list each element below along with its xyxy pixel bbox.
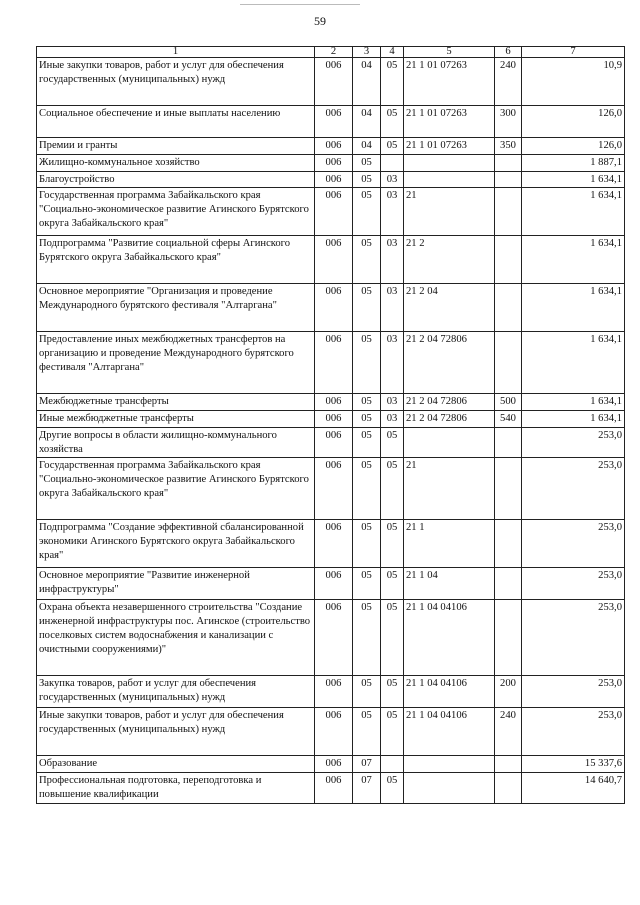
row-target-article: 21 1 04 04106 [404,600,495,676]
row-subsection-code: 03 [381,188,404,236]
row-name: Иные закупки товаров, работ и услуг для обеспечения государственных (муниципальных) нужд [37,708,315,756]
row-name: Государственная программа Забайкальского края "Социально-экономическое развитие Агинского Бурятского округа Забайкальского края" [37,188,315,236]
row-name: Государственная программа Забайкальского края "Социально-экономическое развитие Агинского Бурятского округа Забайкальского края" [37,458,315,520]
table-row [37,756,625,773]
budget-table [36,46,625,804]
row-name: Предоставление иных межбюджетных трансфертов на организацию и проведение Международного бурятского фестиваля "Алтаргана" [37,332,315,394]
row-amount: 1 634,1 [522,188,625,236]
column-header: 7 [522,47,625,58]
row-expense-type [495,236,522,284]
row-target-article: 21 1 04 [404,568,495,600]
row-name: Образование [37,756,315,773]
row-name: Подпрограмма "Развитие социальной сферы Агинского Бурятского округа Забайкальского края" [37,236,315,284]
table-row [37,171,625,188]
page-number: 59 [314,14,326,28]
row-amount: 10,9 [522,58,625,106]
row-subsection-code: 05 [381,520,404,568]
row-name: Другие вопросы в области жилищно-коммунального хозяйства [37,427,315,458]
row-subsection-code [381,154,404,171]
row-expense-type [495,188,522,236]
row-expense-type [495,600,522,676]
table-row [37,58,625,106]
row-ministry-code: 006 [315,332,353,394]
row-amount: 253,0 [522,427,625,458]
row-expense-type: 240 [495,708,522,756]
row-expense-type: 200 [495,676,522,708]
row-section-code: 05 [353,188,381,236]
row-amount: 14 640,7 [522,773,625,804]
row-expense-type [495,756,522,773]
table-header-row [37,47,625,58]
row-section-code: 04 [353,106,381,138]
row-expense-type: 500 [495,394,522,411]
row-subsection-code: 05 [381,427,404,458]
row-section-code: 05 [353,600,381,676]
row-target-article [404,756,495,773]
row-ministry-code: 006 [315,411,353,428]
table-row [37,394,625,411]
table-row [37,332,625,394]
row-section-code: 04 [353,138,381,155]
row-section-code: 04 [353,58,381,106]
row-section-code: 05 [353,411,381,428]
row-expense-type [495,520,522,568]
row-ministry-code: 006 [315,773,353,804]
row-target-article: 21 2 04 72806 [404,411,495,428]
row-section-code: 05 [353,236,381,284]
row-ministry-code: 006 [315,236,353,284]
table-row [37,284,625,332]
row-name: Закупка товаров, работ и услуг для обеспечения государственных (муниципальных) нужд [37,676,315,708]
row-ministry-code: 006 [315,138,353,155]
row-subsection-code: 03 [381,171,404,188]
row-amount: 253,0 [522,708,625,756]
row-amount: 1 634,1 [522,171,625,188]
row-section-code: 07 [353,773,381,804]
row-subsection-code: 05 [381,773,404,804]
row-target-article: 21 1 01 07263 [404,106,495,138]
row-subsection-code: 05 [381,138,404,155]
row-amount: 1 634,1 [522,332,625,394]
row-amount: 15 337,6 [522,756,625,773]
row-section-code: 05 [353,520,381,568]
table-row [37,154,625,171]
row-amount: 1 634,1 [522,394,625,411]
row-target-article: 21 1 01 07263 [404,138,495,155]
row-name: Иные закупки товаров, работ и услуг для обеспечения государственных (муниципальных) нужд [37,58,315,106]
table-row [37,568,625,600]
row-ministry-code: 006 [315,708,353,756]
row-name: Охрана объекта незавершенного строительства "Создание инженерной инфраструктуры пос. Агинское (строительство поселковых систем водоснабжения и канализации с очистными сооружениями)" [37,600,315,676]
row-name: Межбюджетные трансферты [37,394,315,411]
table-row [37,520,625,568]
row-amount: 126,0 [522,106,625,138]
column-header: 3 [353,47,381,58]
row-name: Жилищно-коммунальное хозяйство [37,154,315,171]
row-amount: 253,0 [522,600,625,676]
table-row [37,188,625,236]
row-ministry-code: 006 [315,568,353,600]
row-section-code: 05 [353,708,381,756]
row-target-article [404,171,495,188]
row-target-article: 21 1 [404,520,495,568]
table-row [37,458,625,520]
row-amount: 253,0 [522,676,625,708]
row-subsection-code: 03 [381,394,404,411]
row-target-article: 21 1 01 07263 [404,58,495,106]
row-section-code: 05 [353,427,381,458]
row-ministry-code: 006 [315,284,353,332]
row-amount: 253,0 [522,520,625,568]
row-subsection-code: 05 [381,676,404,708]
row-expense-type [495,427,522,458]
row-expense-type [495,171,522,188]
row-amount: 253,0 [522,568,625,600]
row-subsection-code: 03 [381,284,404,332]
row-section-code: 05 [353,284,381,332]
row-target-article: 21 [404,188,495,236]
row-name: Социальное обеспечение и иные выплаты населению [37,106,315,138]
row-subsection-code: 05 [381,106,404,138]
row-ministry-code: 006 [315,600,353,676]
row-expense-type: 350 [495,138,522,155]
column-header: 4 [381,47,404,58]
row-ministry-code: 006 [315,171,353,188]
row-expense-type: 300 [495,106,522,138]
row-ministry-code: 006 [315,520,353,568]
row-subsection-code: 03 [381,411,404,428]
row-section-code: 05 [353,458,381,520]
budget-table-container [36,46,624,804]
row-subsection-code: 05 [381,600,404,676]
row-amount: 126,0 [522,138,625,155]
table-row [37,411,625,428]
row-amount: 1 634,1 [522,236,625,284]
row-target-article: 21 1 04 04106 [404,676,495,708]
row-expense-type [495,568,522,600]
row-expense-type [495,332,522,394]
row-subsection-code: 05 [381,58,404,106]
row-subsection-code: 05 [381,568,404,600]
row-expense-type: 240 [495,58,522,106]
row-subsection-code: 03 [381,236,404,284]
row-target-article [404,773,495,804]
row-target-article [404,154,495,171]
row-section-code: 05 [353,171,381,188]
row-target-article: 21 2 [404,236,495,284]
row-subsection-code: 05 [381,708,404,756]
row-ministry-code: 006 [315,458,353,520]
table-body [37,58,625,804]
row-subsection-code [381,756,404,773]
row-expense-type [495,458,522,520]
column-header: 5 [404,47,495,58]
table-row [37,600,625,676]
row-section-code: 05 [353,568,381,600]
row-target-article: 21 2 04 72806 [404,394,495,411]
row-name: Основное мероприятие "Развитие инженерной инфраструктуры" [37,568,315,600]
row-name: Премии и гранты [37,138,315,155]
column-header: 1 [37,47,315,58]
row-target-article [404,427,495,458]
row-section-code: 05 [353,154,381,171]
table-row [37,236,625,284]
row-amount: 253,0 [522,458,625,520]
row-ministry-code: 006 [315,106,353,138]
row-name: Подпрограмма "Создание эффективной сбалансированной экономики Агинского Бурятского округа Забайкальского края" [37,520,315,568]
row-expense-type [495,284,522,332]
row-name: Профессиональная подготовка, переподготовка и повышение квалификации [37,773,315,804]
table-row [37,138,625,155]
row-amount: 1 887,1 [522,154,625,171]
column-header: 2 [315,47,353,58]
scan-artifact-line [240,4,360,5]
table-row [37,676,625,708]
row-expense-type: 540 [495,411,522,428]
row-ministry-code: 006 [315,756,353,773]
row-ministry-code: 006 [315,427,353,458]
table-row [37,773,625,804]
row-expense-type [495,154,522,171]
row-subsection-code: 05 [381,458,404,520]
row-target-article: 21 1 04 04106 [404,708,495,756]
row-section-code: 05 [353,394,381,411]
row-ministry-code: 006 [315,676,353,708]
row-subsection-code: 03 [381,332,404,394]
row-section-code: 05 [353,676,381,708]
row-ministry-code: 006 [315,188,353,236]
row-section-code: 05 [353,332,381,394]
row-name: Благоустройство [37,171,315,188]
row-name: Иные межбюджетные трансферты [37,411,315,428]
row-target-article: 21 2 04 [404,284,495,332]
row-amount: 1 634,1 [522,411,625,428]
row-ministry-code: 006 [315,154,353,171]
row-amount: 1 634,1 [522,284,625,332]
row-name: Основное мероприятие "Организация и проведение Международного бурятского фестиваля "Алтаргана" [37,284,315,332]
table-row [37,106,625,138]
column-header: 6 [495,47,522,58]
row-section-code: 07 [353,756,381,773]
row-target-article: 21 2 04 72806 [404,332,495,394]
row-expense-type [495,773,522,804]
row-target-article: 21 [404,458,495,520]
row-ministry-code: 006 [315,394,353,411]
table-row [37,427,625,458]
table-row [37,708,625,756]
row-ministry-code: 006 [315,58,353,106]
